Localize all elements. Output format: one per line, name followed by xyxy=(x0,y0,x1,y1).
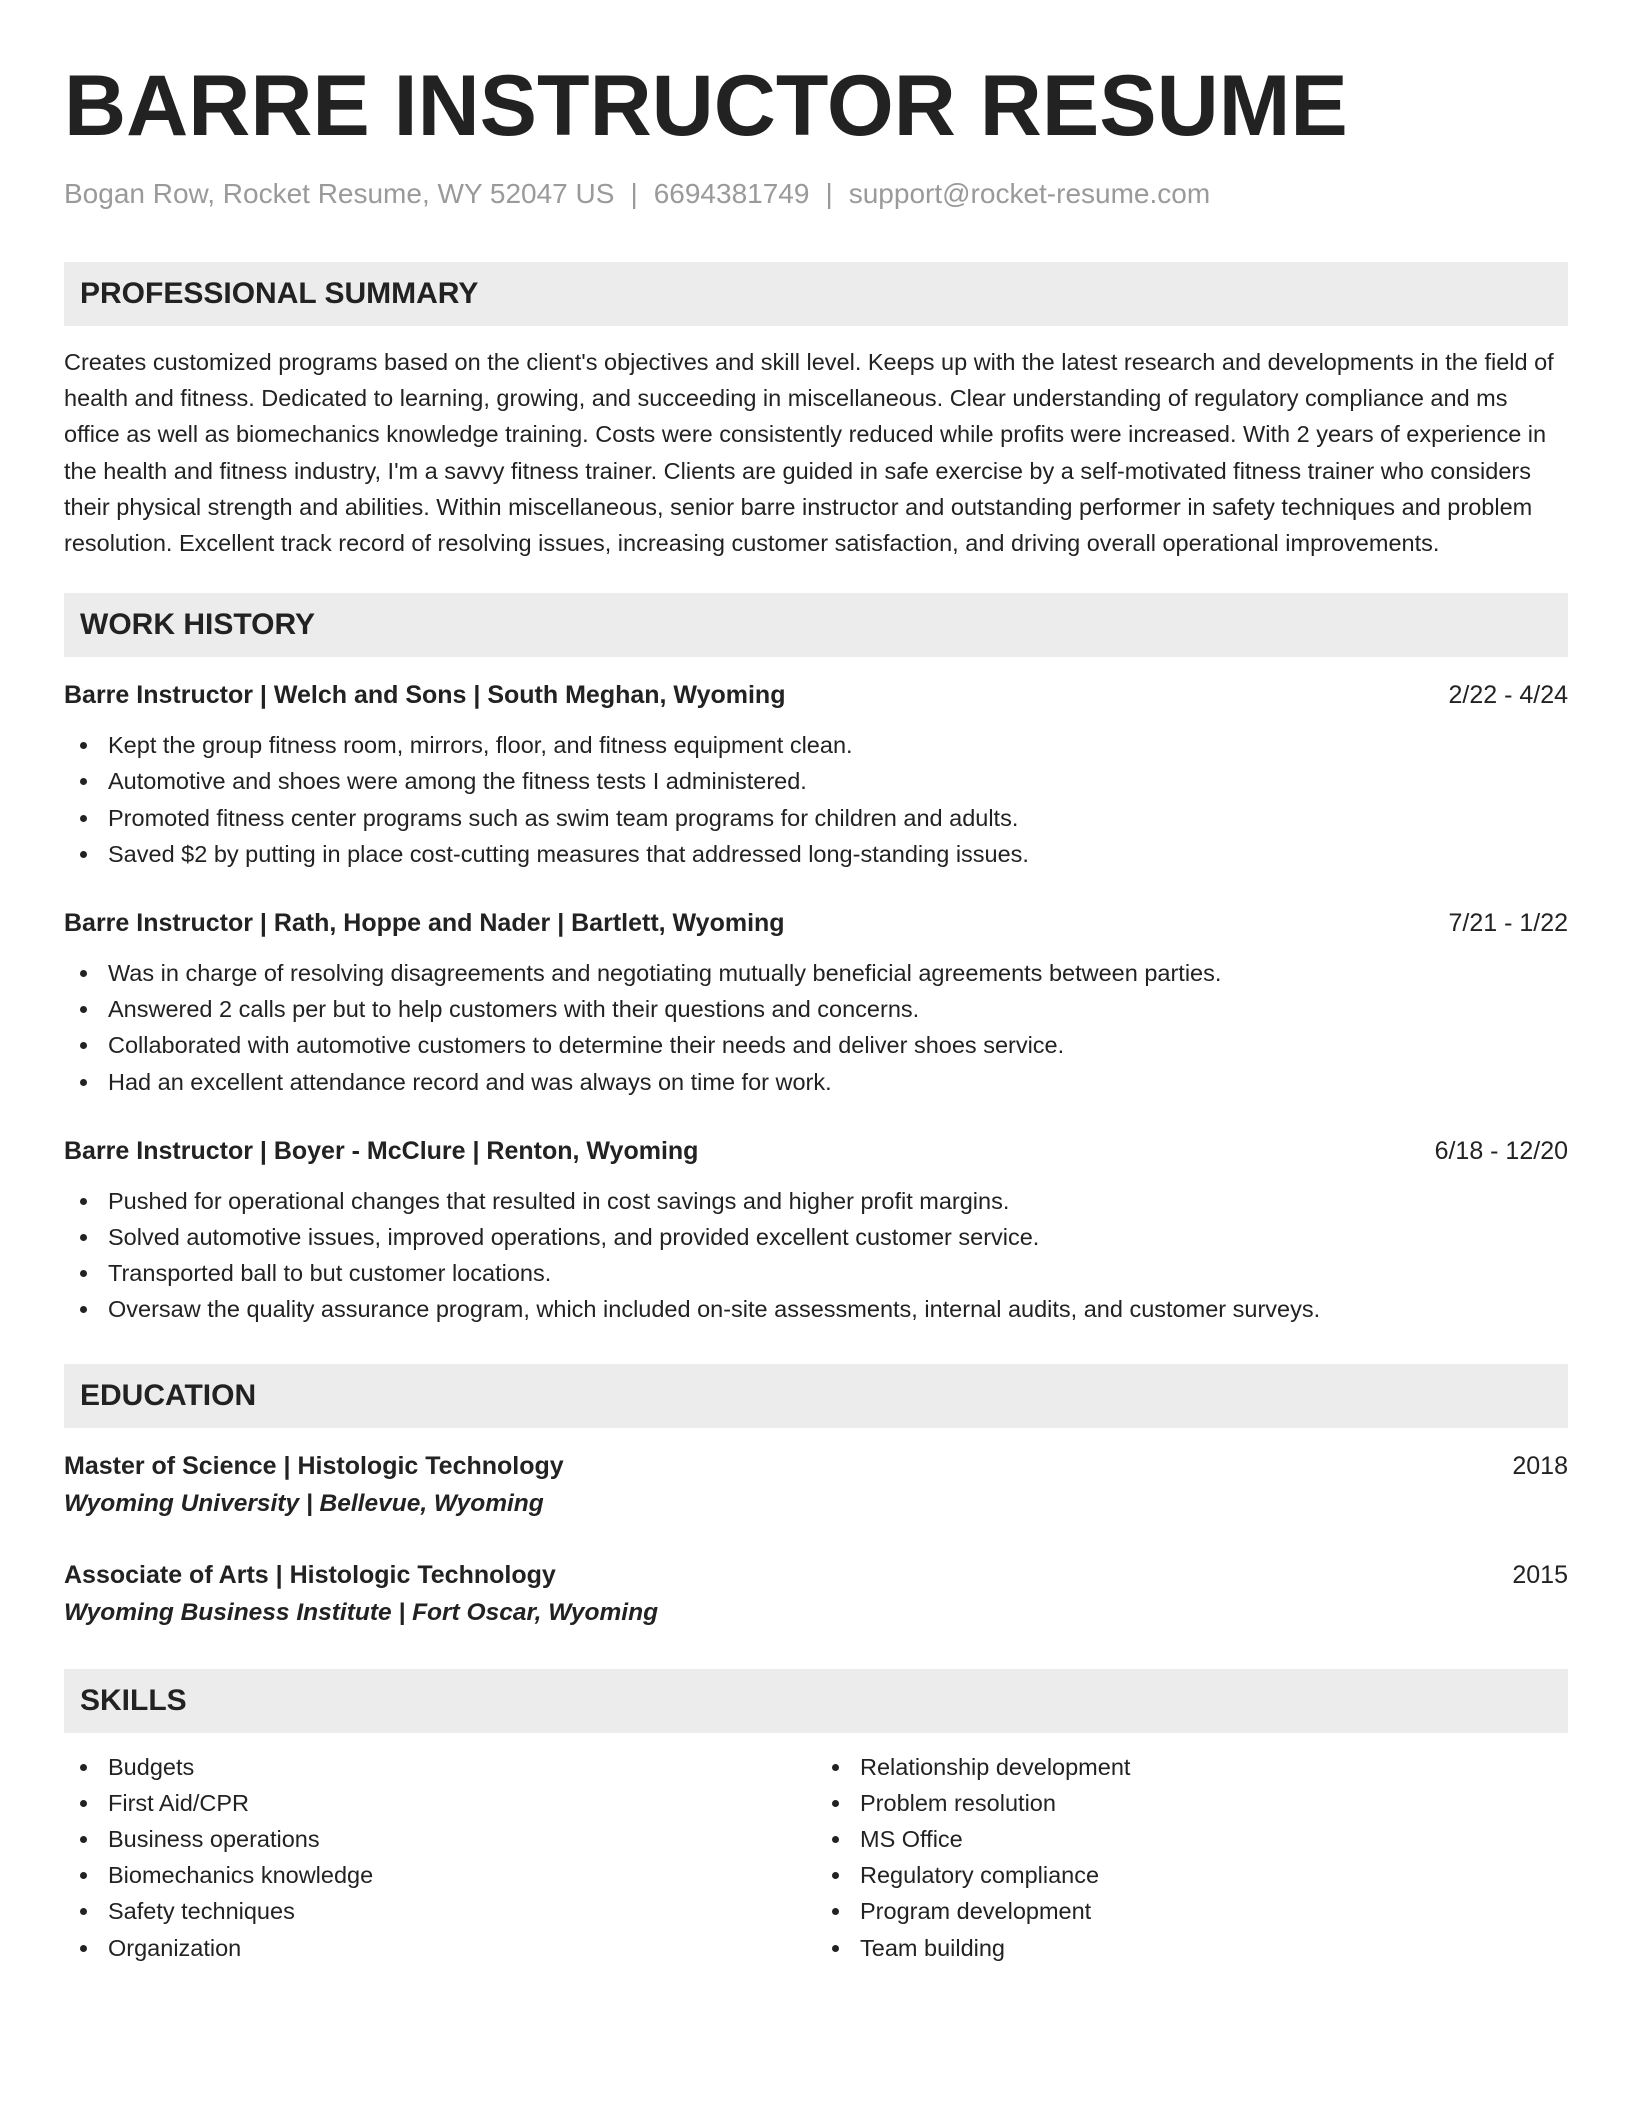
list-item: Collaborated with automotive customers to determine their needs and deliver shoes service. xyxy=(64,1027,1568,1063)
education-entry xyxy=(64,1557,1568,1633)
contact-address: Bogan Row, Rocket Resume, WY 52047 US xyxy=(64,178,615,209)
degree-year: 2015 xyxy=(1512,1560,1568,1589)
contact-separator: | xyxy=(825,178,833,209)
list-item: Kept the group fitness room, mirrors, floor, and fitness equipment clean. xyxy=(64,727,1568,763)
list-item: Biomechanics knowledge xyxy=(64,1857,816,1893)
list-item: Business operations xyxy=(64,1821,816,1857)
work-history-heading: WORK HISTORY xyxy=(64,593,1568,657)
list-item: Problem resolution xyxy=(816,1785,1568,1821)
list-item: Team building xyxy=(816,1930,1568,1966)
list-item: First Aid/CPR xyxy=(64,1785,816,1821)
job-bullets xyxy=(64,727,1568,872)
contact-email: support@rocket-resume.com xyxy=(848,178,1211,209)
list-item: Organization xyxy=(64,1930,816,1966)
list-item: Promoted fitness center programs such as swim team programs for children and adults. xyxy=(64,800,1568,836)
job-entry xyxy=(64,677,1568,872)
list-item: Budgets xyxy=(64,1749,816,1785)
list-item: Relationship development xyxy=(816,1749,1568,1785)
skills-column-left xyxy=(64,1749,816,1966)
job-title: Barre Instructor | Welch and Sons | South Meghan, Wyoming xyxy=(64,681,786,710)
job-entry xyxy=(64,1133,1568,1328)
job-bullets xyxy=(64,955,1568,1100)
list-item: Answered 2 calls per but to help customers with their questions and concerns. xyxy=(64,991,1568,1027)
job-dates: 6/18 - 12/20 xyxy=(1434,1136,1568,1165)
skills-column-right xyxy=(816,1749,1568,1966)
contact-phone: 6694381749 xyxy=(653,178,810,209)
list-item: MS Office xyxy=(816,1821,1568,1857)
degree-title: Master of Science | Histologic Technology xyxy=(64,1451,564,1480)
job-bullets xyxy=(64,1183,1568,1328)
list-item: Pushed for operational changes that resulted in cost savings and higher profit margins. xyxy=(64,1183,1568,1219)
job-title: Barre Instructor | Boyer - McClure | Renton, Wyoming xyxy=(64,1136,699,1165)
contact-separator: | xyxy=(630,178,638,209)
list-item: Saved $2 by putting in place cost-cutting measures that addressed long-standing issues. xyxy=(64,836,1568,872)
list-item: Was in charge of resolving disagreements and negotiating mutually beneficial agreements between parties. xyxy=(64,955,1568,991)
school-name: Wyoming Business Institute | Fort Oscar, Wyoming xyxy=(64,1598,659,1626)
summary-heading: PROFESSIONAL SUMMARY xyxy=(64,262,1568,326)
list-item: Automotive and shoes were among the fitness tests I administered. xyxy=(64,763,1568,799)
job-entry xyxy=(64,905,1568,1100)
list-item: Safety techniques xyxy=(64,1893,816,1929)
school-name: Wyoming University | Bellevue, Wyoming xyxy=(64,1489,544,1517)
list-item: Program development xyxy=(816,1893,1568,1929)
skills-list xyxy=(64,1749,1568,1966)
summary-text: Creates customized programs based on the client's objectives and skill level. Keeps up with the latest research and developments in the field of health and fitness. Dedicated to learning, growing, and succeeding in miscellaneous. Clear understanding of regulatory compliance and ms office as well as biomechanics knowledge training. Costs were consistently reduced while profits were increased. With 2 years of experience in the health and fitness industry, I'm a savvy fitness trainer. Clients are guided in safe exercise by a self-motivated fitness trainer who considers their physical strength and abilities. Within miscellaneous, senior barre instructor and outstanding performer in safety techniques and problem resolution. Excellent track record of resolving issues, increasing customer satisfaction, and driving overall operational improvements. xyxy=(64,349,1554,557)
education-heading: EDUCATION xyxy=(64,1364,1568,1428)
job-dates: 2/22 - 4/24 xyxy=(1448,681,1568,710)
degree-year: 2018 xyxy=(1512,1451,1568,1480)
skills-heading: SKILLS xyxy=(64,1669,1568,1733)
list-item: Transported ball to but customer locations. xyxy=(64,1255,1568,1291)
list-item: Oversaw the quality assurance program, which included on-site assessments, internal audits, and customer surveys. xyxy=(64,1291,1568,1327)
education-entry xyxy=(64,1448,1568,1524)
list-item: Had an excellent attendance record and was always on time for work. xyxy=(64,1064,1568,1100)
contact-line xyxy=(64,176,1568,212)
list-item: Solved automotive issues, improved operations, and provided excellent customer service. xyxy=(64,1219,1568,1255)
list-item: Regulatory compliance xyxy=(816,1857,1568,1893)
job-dates: 7/21 - 1/22 xyxy=(1448,909,1568,938)
resume-title: BARRE INSTRUCTOR RESUME xyxy=(64,58,1348,154)
job-title: Barre Instructor | Rath, Hoppe and Nader | Bartlett, Wyoming xyxy=(64,909,785,938)
degree-title: Associate of Arts | Histologic Technology xyxy=(64,1560,556,1589)
